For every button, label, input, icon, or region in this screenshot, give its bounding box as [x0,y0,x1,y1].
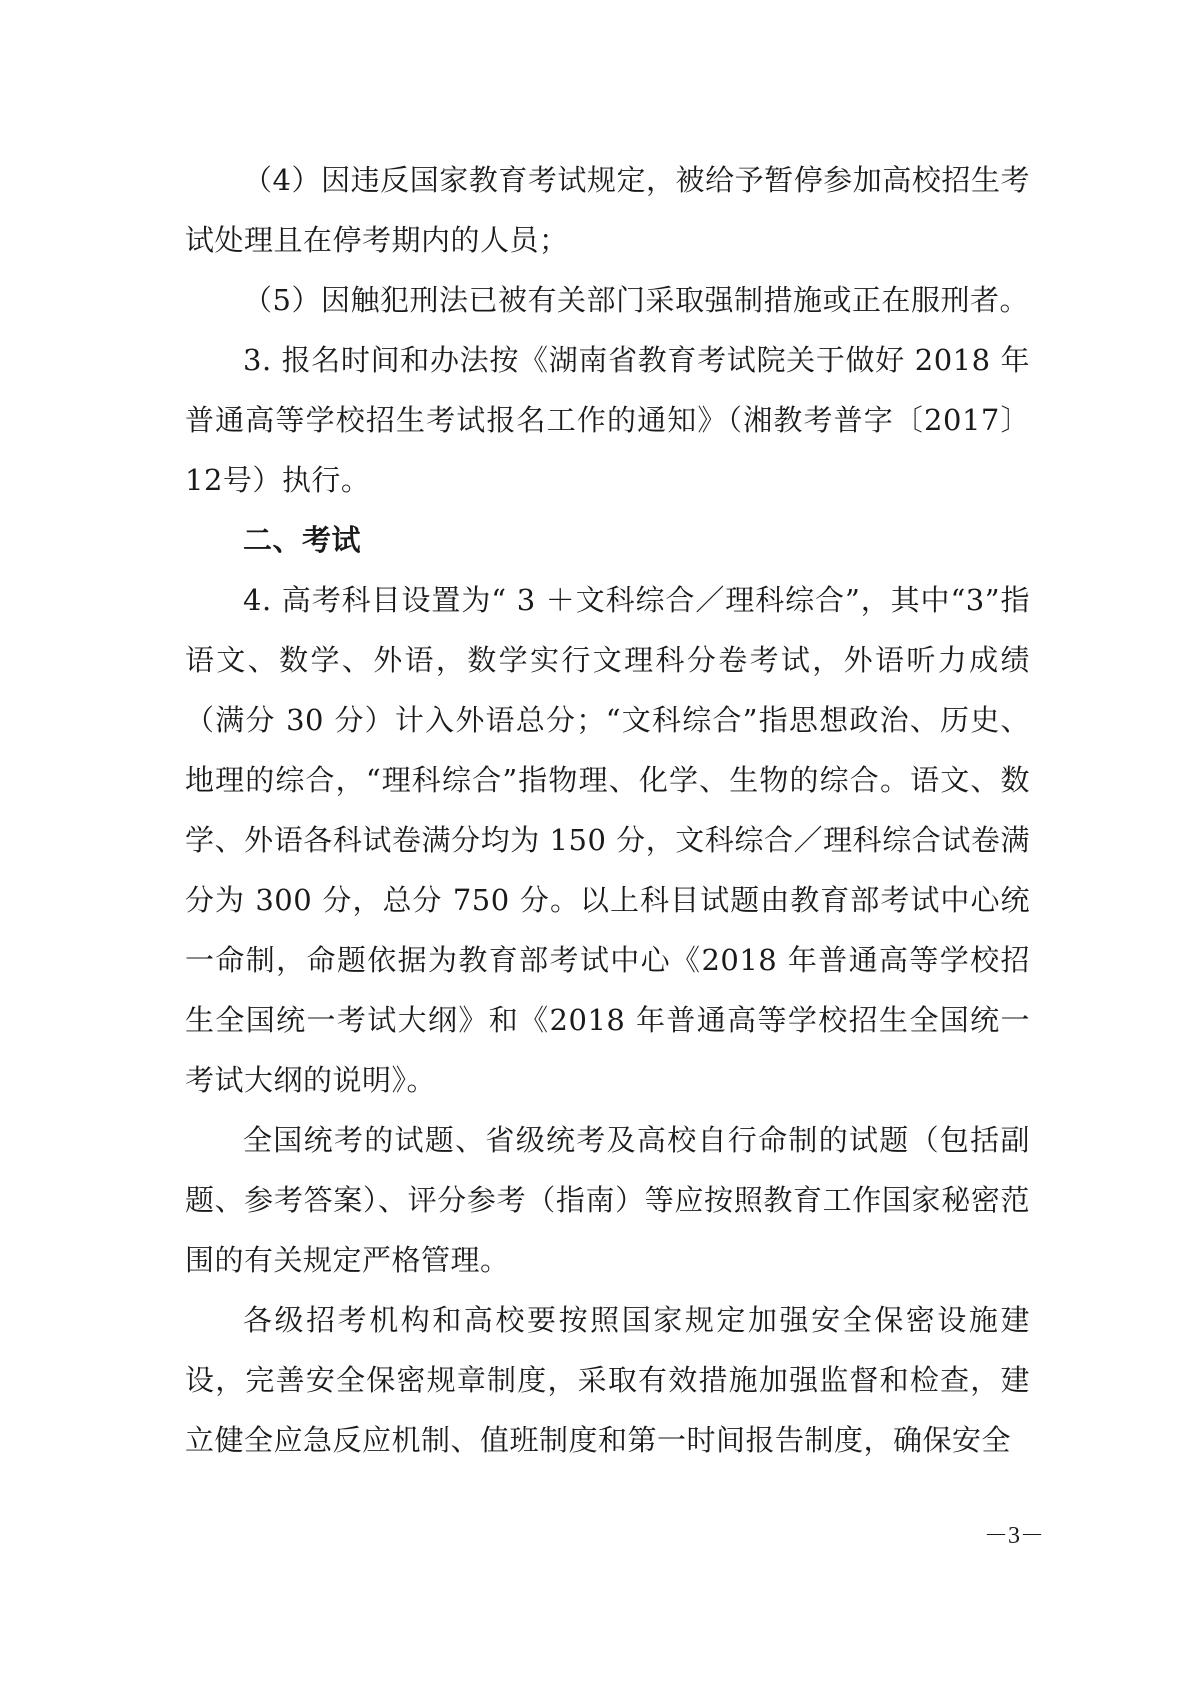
page-number: －3－ [984,1523,1044,1549]
section-heading-exam: 二、考试 [243,523,362,557]
paragraph-item-5: （5）因触犯刑法已被有关部门采取强制措施或正在服刑者。 [243,283,1029,317]
paragraph-subjects: 4. 高考科目设置为“ 3 ＋文科综合／理科综合”，其中“3”指语文、数学、外语，数学实行文理科分卷考试，外语听力成绩（满分 30 分）计入外语总分；“文科综合”指思想政治、历史、地理的综合，“理科综合”指物理、化学、生物的综合。语文、数学、外语各科试卷满分均为 150 分，文科综合／理科综合试卷满分为 300 分，总分 750 分。以上科目试题由教育部考试中心统一命制，命题依据为教育部考试中心《2018 年普通高等学校招生全国统一考试大纲》和《2018 年普通高等学校招生全国统一考试大纲的说明》。 [185,583,1030,1097]
paragraph-security: 各级招考机构和高校要按照国家规定加强安全保密设施建设，完善安全保密规章制度，采取有效措施加强监督和检查，建立健全应急反应机制、值班制度和第一时间报告制度，确保安全 [185,1303,1030,1457]
paragraph-confidentiality: 全国统考的试题、省级统考及高校自行命制的试题（包括副题、参考答案）、评分参考（指南）等应按照教育工作国家秘密范围的有关规定严格管理。 [185,1123,1030,1277]
paragraph-registration: 3. 报名时间和办法按《湖南省教育考试院关于做好 2018 年普通高等学校招生考试报名工作的通知》（湘教考普字〔2017〕12号）执行。 [185,343,1030,497]
document-body [185,150,1030,1470]
paragraph-item-4: （4）因违反国家教育考试规定，被给予暂停参加高校招生考试处理且在停考期内的人员； [185,163,1030,257]
